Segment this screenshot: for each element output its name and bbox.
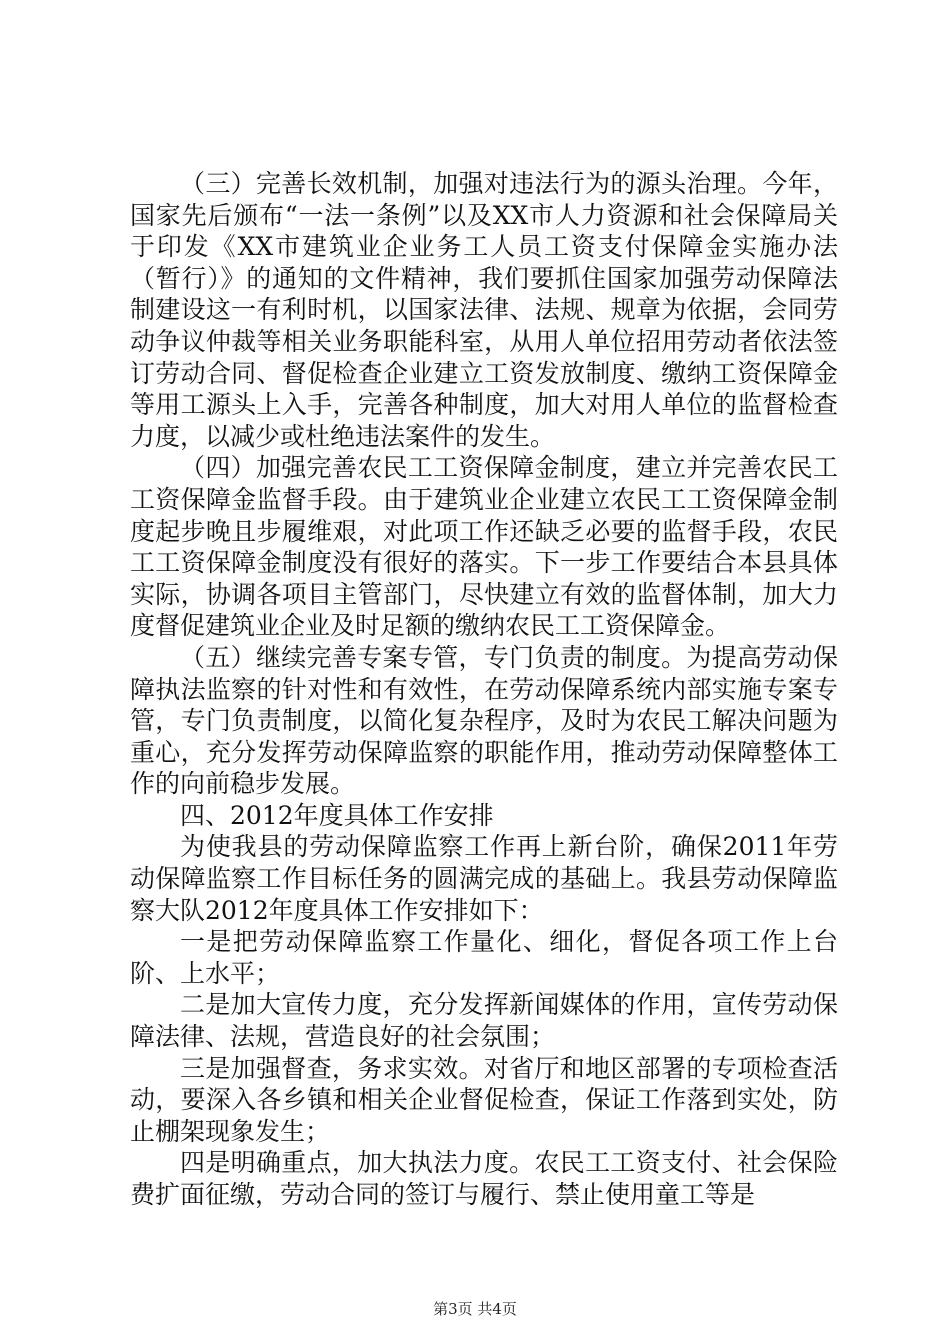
paragraph-plan-intro: 为使我县的劳动保障监察工作再上新台阶，确保2011年劳动保障监察工作目标任务的圆满完成的基础上。我县劳动保障监察大队2012年度具体工作安排如下： [130, 832, 838, 925]
paragraph-section-4: （四）加强完善农民工工资保障金制度，建立并完善农民工工资保障金监督手段。由于建筑业企业建立农民工工资保障金制度起步晚且步履维艰，对此项工作还缺乏必要的监督手段，农民工工资保障金制度没有很好的落实。下一步工作要结合本县具体实际，协调各项目主管部门，尽快建立有效的监督体制，加大力度督促建筑业企业及时足额的缴纳农民工工资保障金。 [130, 453, 838, 641]
list-item-plan-4: 四是明确重点，加大执法力度。农民工工资支付、社会保险费扩面征缴，劳动合同的签订与履行、禁止使用童工等是 [130, 1148, 838, 1209]
page-footer: 第3页 共4页 [433, 1300, 517, 1318]
list-item-plan-1: 一是把劳动保障监察工作量化、细化，督促各项工作上台阶、上水平； [130, 927, 838, 988]
paragraph-section-5: （五）继续完善专案专管，专门负责的制度。为提高劳动保障执法监察的针对性和有效性，在劳动保障系统内部实施专案专管，专门负责制度，以简化复杂程序，及时为农民工解决问题为重心，充分发挥劳动保障监察的职能作用，推动劳动保障整体工作的向前稳步发展。 [130, 642, 838, 799]
list-item-plan-3: 三是加强督查，务求实效。对省厅和地区部署的专项检查活动，要深入各乡镇和相关企业督促检查，保证工作落到实处，防止棚架现象发生； [130, 1053, 838, 1146]
section-heading-2012-plan: 四、2012年度具体工作安排 [180, 800, 494, 830]
list-item-plan-2: 二是加大宣传力度，充分发挥新闻媒体的作用，宣传劳动保障法律、法规，营造良好的社会氛围； [130, 990, 838, 1052]
paragraph-section-3: （三）完善长效机制，加强对违法行为的源头治理。今年，国家先后颁布“一法一条例”以及XX市人力资源和社会保障局关于印发《XX市建筑业企业务工人员工资支付保障金实施办法（暂行）》的通知的文件精神，我们要抓住国家加强劳动保障法制建设这一有利时机，以国家法律、法规、规章为依据，会同劳动争议仲裁等相关业务职能科室，从用人单位招用劳动者依法签订劳动合同、督促检查企业建立工资发放制度、缴纳工资保障金等用工源头上入手，完善各种制度，加大对用人单位的监督检查力度，以减少或杜绝违法案件的发生。 [130, 169, 838, 451]
document-body [130, 168, 838, 1211]
